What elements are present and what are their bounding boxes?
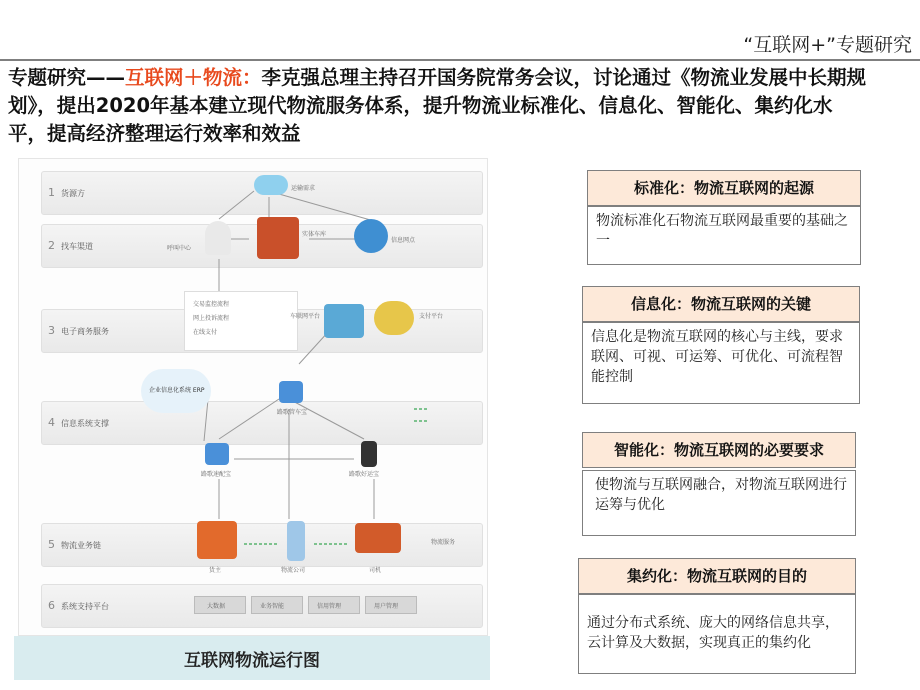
platform-box: 业务智能 [251, 596, 303, 614]
hub-computer-icon [279, 381, 303, 403]
headline [8, 64, 868, 148]
right-phone-label: 路歌好运宝 [349, 471, 380, 478]
hub-label: 路歌管车宝 [277, 409, 308, 416]
left-computer-icon [205, 443, 229, 465]
card-body-intelligence: 使物流与互联网融合，对物流互联网进行运筹与优化 [582, 470, 856, 536]
card-title-intensification: 集约化：物流互联网的目的 [578, 558, 856, 594]
driver-label: 司机 [369, 567, 382, 574]
lane-number: 1 [48, 186, 55, 199]
operator-icon [205, 221, 231, 255]
service-label: 物流服务 [431, 539, 456, 546]
platform-label: 车联网平台 [290, 313, 321, 320]
company-label: 物流公司 [281, 567, 306, 574]
left-pc-label: 路歌速配宝 [201, 471, 232, 478]
lane-number: 2 [48, 239, 55, 252]
diagram-caption: 互联网物流运行图 [184, 651, 320, 671]
coins-icon [374, 301, 414, 335]
card-title-standardization: 标准化：物流互联网的起源 [587, 170, 861, 206]
cloud-icon [254, 175, 288, 195]
warehouse-label: 实体车库 [302, 231, 327, 238]
lane-label: 系统支持平台 [61, 602, 109, 611]
trade-list [184, 291, 298, 351]
lane-label: 物流业务链 [61, 541, 101, 550]
cargo-boxes-icon [197, 521, 237, 559]
info-network-label: 信息网点 [391, 237, 416, 244]
page-header-title: “互联网+”专题研究 [743, 34, 912, 56]
header-rule [0, 59, 920, 61]
diagram-connectors [19, 159, 489, 637]
card-body-standardization: 物流标准化石物流互联网最重要的基础之一 [587, 206, 861, 265]
lane-number: 3 [48, 324, 55, 337]
lane-label: 找车渠道 [61, 242, 93, 251]
trade-list-item: 交易监控流程 [193, 301, 230, 308]
building-icon [287, 521, 305, 561]
card-title-intelligence: 智能化：物流互联网的必要要求 [582, 432, 856, 468]
warehouse-icon [257, 217, 299, 259]
diagram-caption-box [14, 636, 490, 680]
headline-prefix: 专题研究—— [8, 66, 126, 89]
call-center-label: 呼叫中心 [167, 245, 192, 252]
platform-box: 信用管理 [308, 596, 360, 614]
platform-box: 用户管理 [365, 596, 417, 614]
platform-box: 大数据 [194, 596, 246, 614]
cloud-label: 运输需求 [291, 185, 316, 192]
truck-icon [355, 523, 401, 553]
card-body-informatization: 信息化是物流互联网的核心与主线，要求联网、可视、可运筹、可优化、可流程智能控制 [582, 322, 860, 404]
headline-text: 李克强总理主持召开国务院常务会议，讨论通过《物流业发展中长期规划》，提出2020年基本建立现代物流服务体系，提升物流业标准化、信息化、智能化、集约化水平，提高经济整理运行效率和效益 [8, 66, 867, 145]
lane-label: 电子商务服务 [61, 327, 109, 336]
lane-number: 4 [48, 416, 55, 429]
lane-number: 6 [48, 599, 55, 612]
email-icon [324, 304, 364, 338]
lane-label: 信息系统支撑 [61, 419, 109, 428]
payment-label: 支付平台 [419, 313, 444, 320]
trade-list-item: 在线支付 [193, 329, 218, 336]
globe-icon [354, 219, 388, 253]
logistics-diagram [18, 158, 488, 636]
lane-label: 货源方 [61, 189, 85, 198]
lane-number: 5 [48, 538, 55, 551]
card-body-intensification: 通过分布式系统、庞大的网络信息共享，云计算及大数据，实现真正的集约化 [578, 594, 856, 674]
trade-list-item: 网上投诉流程 [193, 315, 230, 322]
card-title-informatization: 信息化：物流互联网的关键 [582, 286, 860, 322]
shipper-label: 货主 [209, 567, 222, 574]
phone-icon [361, 441, 377, 467]
erp-label: 企业信息化系统 ERP [149, 387, 205, 394]
headline-accent: 互联网＋物流： [125, 66, 262, 89]
